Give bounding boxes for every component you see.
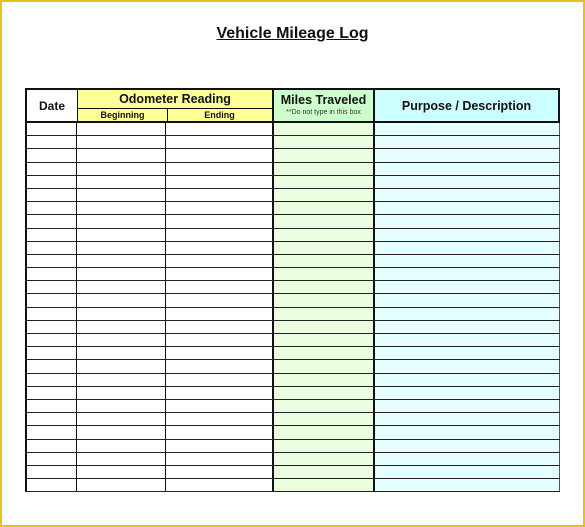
table-row xyxy=(25,321,560,334)
table-row xyxy=(25,294,560,307)
table-row xyxy=(25,215,560,228)
table-row xyxy=(25,149,560,162)
table-row xyxy=(25,440,560,453)
header-ending: Ending xyxy=(204,110,235,120)
header-miles-group xyxy=(274,90,375,121)
header-miles-note: **Do not type in this box xyxy=(286,109,361,116)
table-row xyxy=(25,229,560,242)
table-row xyxy=(25,176,560,189)
table-row xyxy=(25,242,560,255)
page-title: Vehicle Mileage Log xyxy=(216,25,369,42)
table-row xyxy=(25,281,560,294)
table-row xyxy=(25,268,560,281)
header-date: Date xyxy=(27,90,78,121)
table-row xyxy=(25,255,560,268)
table-row xyxy=(25,466,560,479)
table-row xyxy=(25,347,560,360)
table-row xyxy=(25,189,560,202)
header-purpose: Purpose / Description xyxy=(375,90,558,121)
table-row xyxy=(25,453,560,466)
table-row xyxy=(25,387,560,400)
table-row xyxy=(25,308,560,321)
table-row xyxy=(25,374,560,387)
table-header xyxy=(25,88,560,123)
table-row xyxy=(25,123,560,136)
header-odometer: Odometer Reading xyxy=(78,91,272,109)
table-row xyxy=(25,400,560,413)
table-row xyxy=(25,479,560,492)
table-row xyxy=(25,426,560,439)
table-row xyxy=(25,163,560,176)
table-row xyxy=(25,360,560,373)
header-miles-traveled: Miles Traveled xyxy=(280,93,367,107)
mileage-log-table xyxy=(25,88,560,492)
table-row xyxy=(25,334,560,347)
table-row xyxy=(25,413,560,426)
header-odometer-group xyxy=(78,90,274,121)
header-beginning: Beginning xyxy=(78,109,168,121)
table-body xyxy=(25,123,560,492)
table-row xyxy=(25,136,560,149)
table-row xyxy=(25,202,560,215)
